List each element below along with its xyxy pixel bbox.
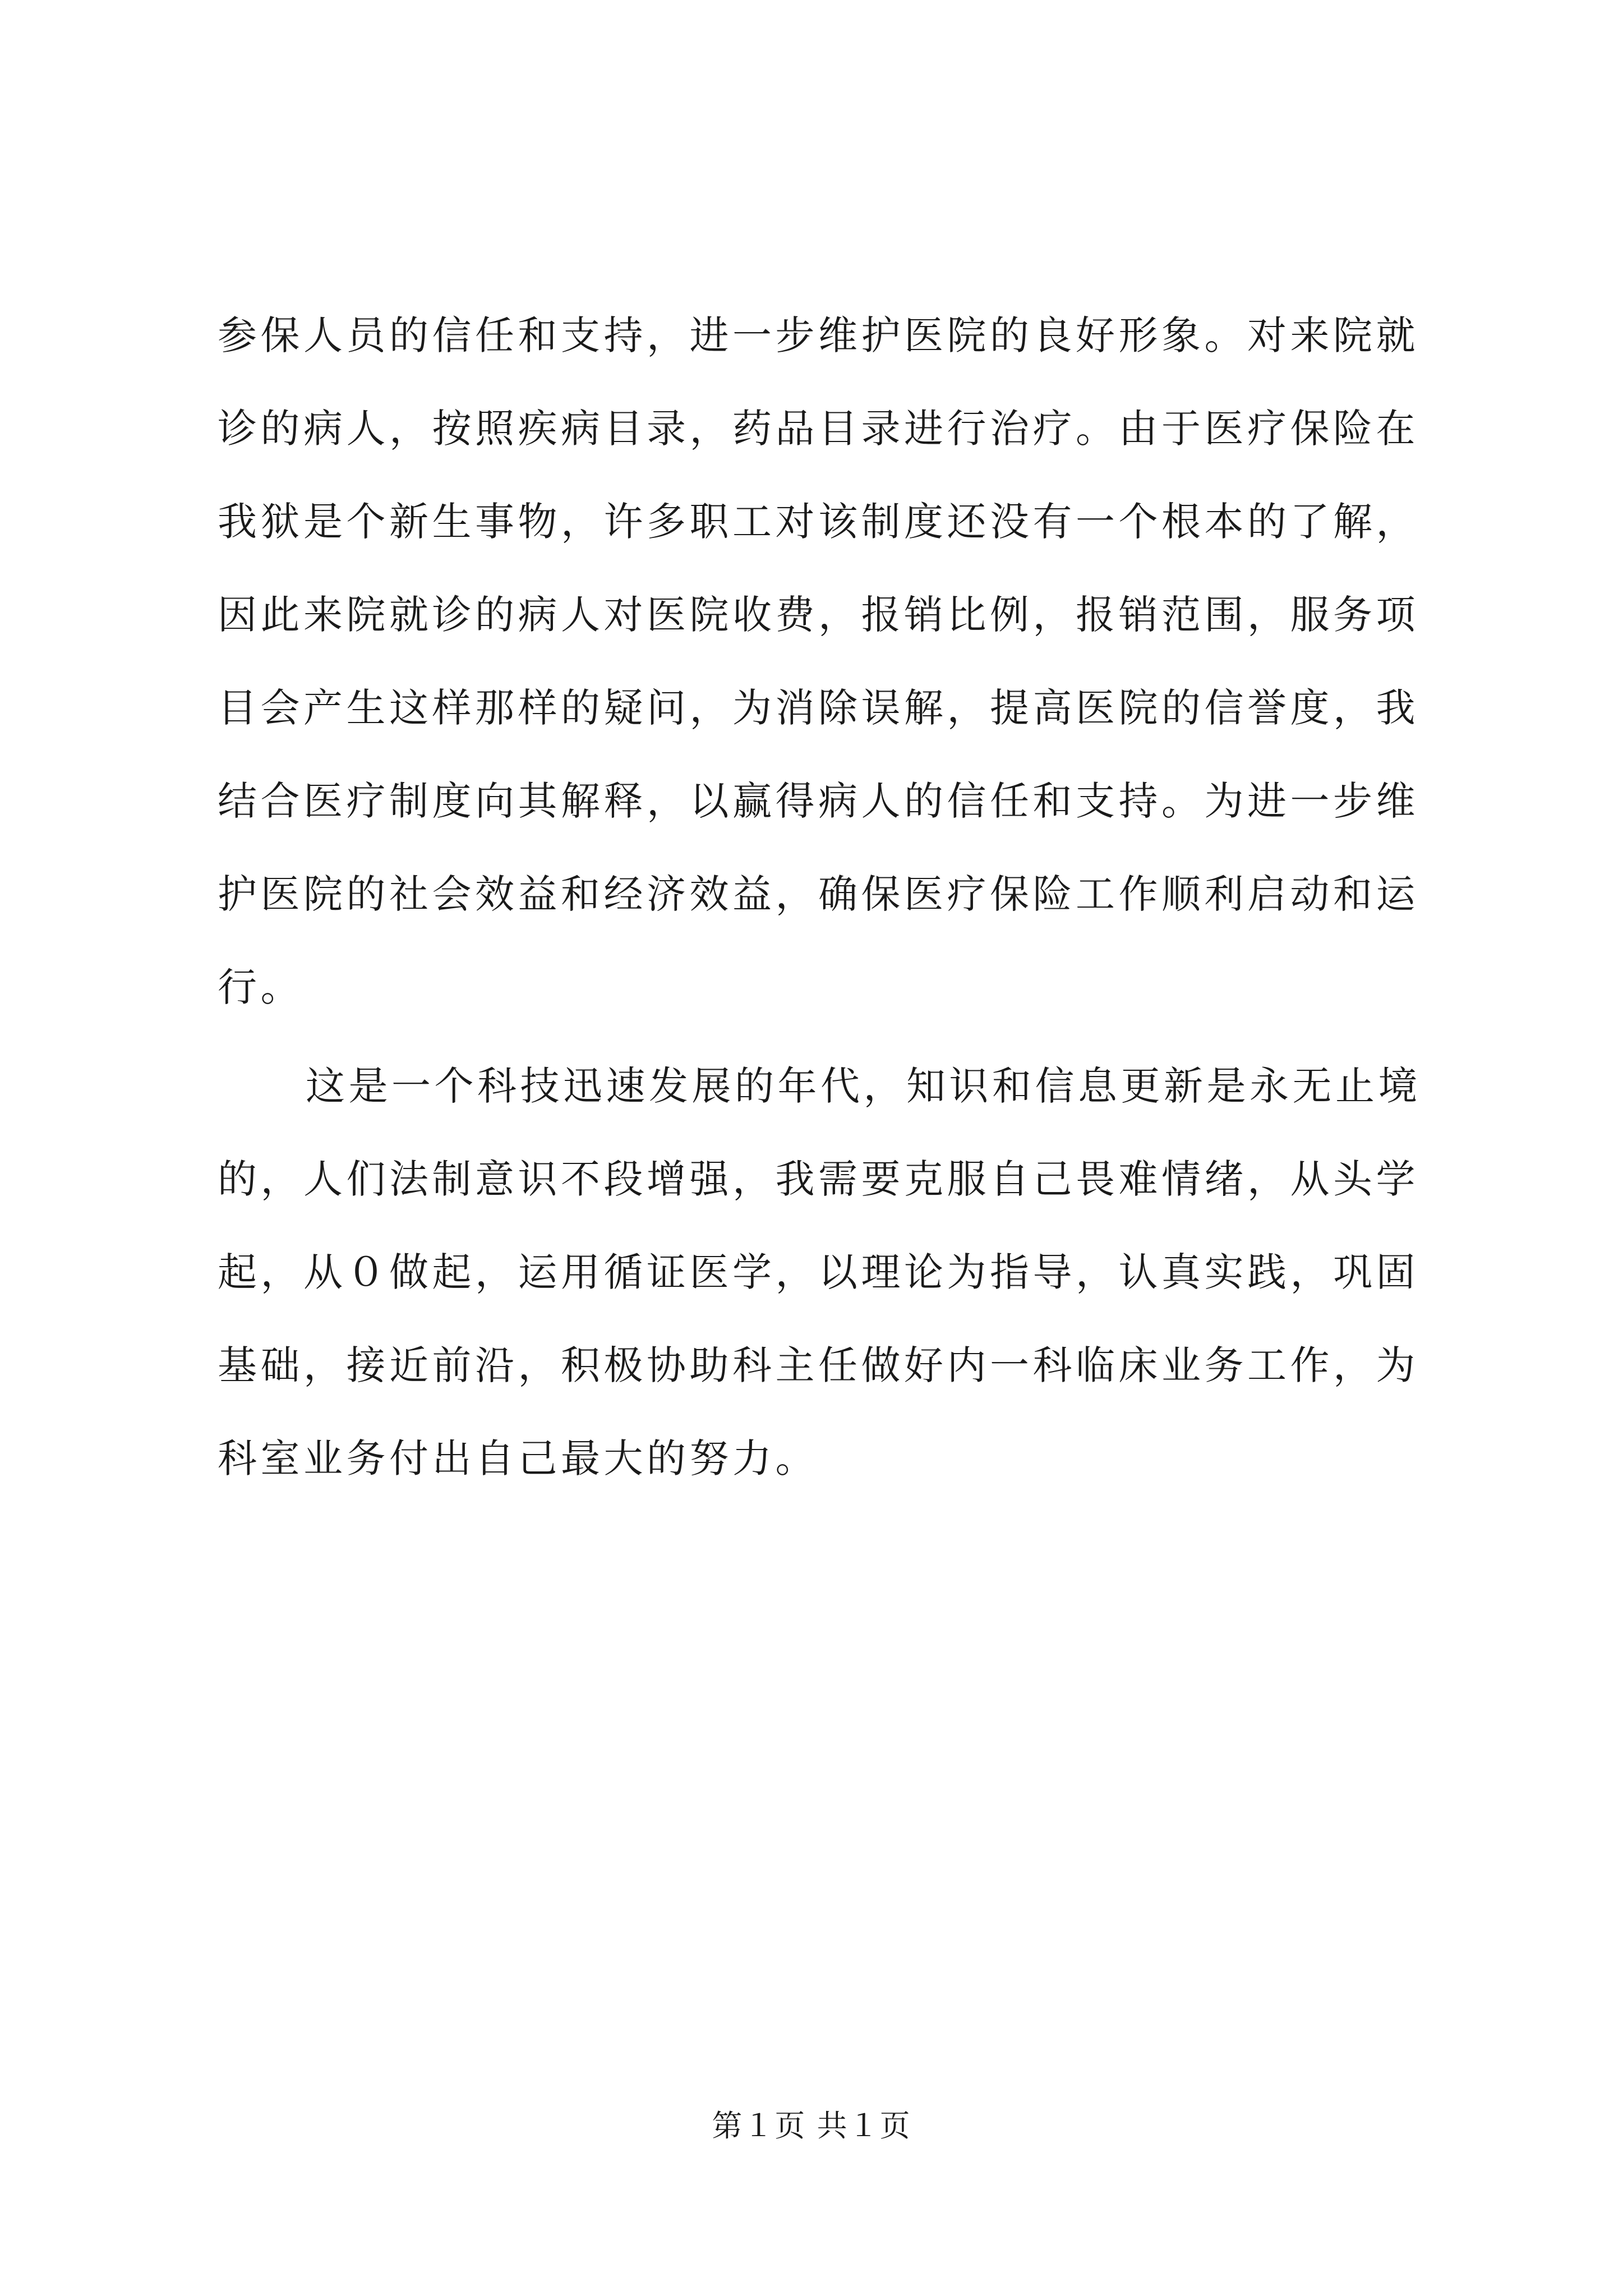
text-line: 基础，接近前沿，积极协助科主任做好内一科临床业务工作，为 — [218, 1342, 1419, 1388]
text-line: 结合医疗制度向其解释，以赢得病人的信任和支持。为进一步维 — [218, 778, 1419, 824]
text-line: 的，人们法制意识不段增强，我需要克服自己畏难情绪，从头学 — [218, 1156, 1419, 1202]
text-line: 起，从０做起，运用循证医学，以理论为指导，认真实践，巩固 — [218, 1249, 1419, 1295]
text-line: 科室业务付出自己最大的努力。 — [218, 1435, 818, 1481]
page-footer: 第１页 共１页 — [712, 2108, 911, 2143]
text-line: 行。 — [218, 964, 303, 1010]
text-line: 参保人员的信任和支持，进一步维护医院的良好形象。对来院就 — [218, 312, 1419, 358]
text-line: 目会产生这样那样的疑问，为消除误解，提高医院的信誉度，我 — [218, 685, 1419, 731]
text-line: 这是一个科技迅速发展的年代，知识和信息更新是永无止境 — [306, 1063, 1421, 1109]
text-line: 诊的病人，按照疾病目录，药品目录进行治疗。由于医疗保险在 — [218, 406, 1419, 452]
text-line: 因此来院就诊的病人对医院收费，报销比例，报销范围，服务项 — [218, 592, 1419, 638]
text-line: 护医院的社会效益和经济效益，确保医疗保险工作顺利启动和运 — [218, 871, 1419, 917]
text-line: 我狱是个新生事物，许多职工对该制度还没有一个根本的了解， — [218, 499, 1419, 545]
